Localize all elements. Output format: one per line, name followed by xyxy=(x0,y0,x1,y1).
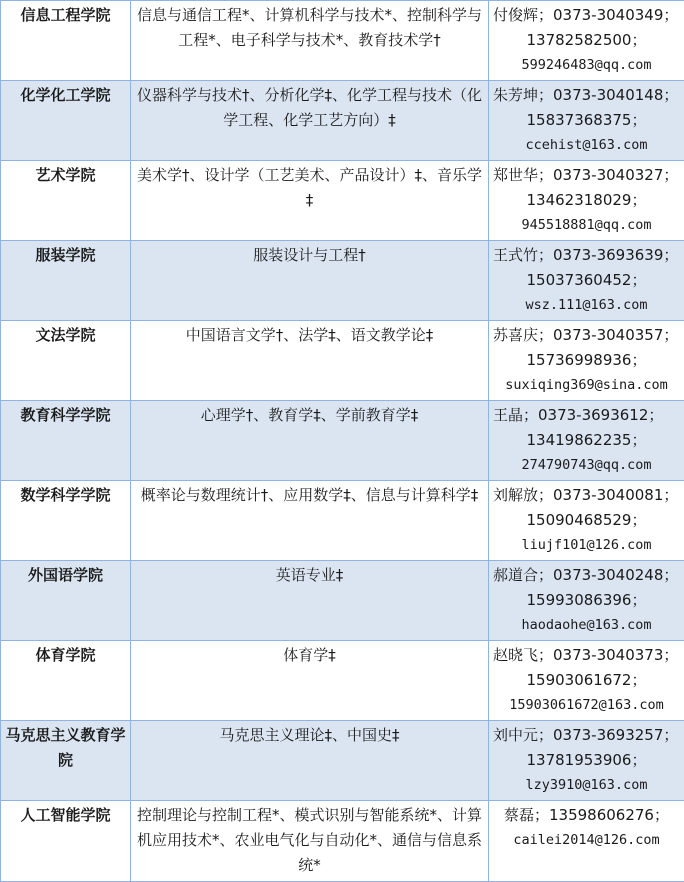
contact-mobile: 15037360452； xyxy=(493,268,680,293)
contact-name-phone: 付俊辉；0373-3040349； xyxy=(493,3,680,28)
contact-cell xyxy=(489,241,684,321)
college-name: 化学化工学院 xyxy=(1,81,131,161)
college-name: 数学科学学院 xyxy=(1,481,131,561)
table-row xyxy=(1,321,684,401)
contact-cell xyxy=(489,561,684,641)
contact-cell xyxy=(489,641,684,721)
college-name: 马克思主义教育学院 xyxy=(1,721,131,801)
college-name: 外国语学院 xyxy=(1,561,131,641)
table-row xyxy=(1,241,684,321)
majors-list: 美术学†、设计学（工艺美术、产品设计）‡、音乐学‡ xyxy=(131,161,489,241)
majors-list: 服装设计与工程† xyxy=(131,241,489,321)
majors-list: 概率论与数理统计†、应用数学‡、信息与计算科学‡ xyxy=(131,481,489,561)
college-name: 体育学院 xyxy=(1,641,131,721)
contact-mobile: 13462318029； xyxy=(493,188,680,213)
contact-mobile: 15736998936； xyxy=(493,348,680,373)
college-name: 人工智能学院 xyxy=(1,801,131,882)
contact-mobile: 15903061672； xyxy=(493,668,680,693)
contact-email: ccehist@163.com xyxy=(493,133,680,158)
contact-email: 274790743@qq.com xyxy=(493,453,680,478)
contact-mobile: 15993086396； xyxy=(493,588,680,613)
majors-list: 仪器科学与技术†、分析化学‡、化学工程与技术（化学工程、化学工艺方向）‡ xyxy=(131,81,489,161)
contact-name-phone: 王式竹；0373-3693639； xyxy=(493,243,680,268)
table-row xyxy=(1,561,684,641)
contact-cell xyxy=(489,721,684,801)
contact-name-phone: 赵晓飞；0373-3040373； xyxy=(493,643,680,668)
contact-name-phone: 苏喜庆；0373-3040357； xyxy=(493,323,680,348)
contact-mobile: 13781953906； xyxy=(493,748,680,773)
majors-list: 信息与通信工程*、计算机科学与技术*、控制科学与工程*、电子科学与技术*、教育技术学† xyxy=(131,1,489,81)
contact-cell xyxy=(489,321,684,401)
contact-email: suxiqing369@sina.com xyxy=(493,373,680,398)
table-row xyxy=(1,1,684,81)
contact-cell xyxy=(489,481,684,561)
contact-email: wsz.111@163.com xyxy=(493,293,680,318)
table-row xyxy=(1,721,684,801)
contact-cell xyxy=(489,1,684,81)
contact-name-phone: 郝道合；0373-3040248； xyxy=(493,563,680,588)
contact-cell xyxy=(489,801,684,882)
college-name: 信息工程学院 xyxy=(1,1,131,81)
contact-name-phone: 刘中元；0373-3693257； xyxy=(493,723,680,748)
contact-email: 15903061672@163.com xyxy=(493,693,680,718)
contact-email: 599246483@qq.com xyxy=(493,53,680,78)
majors-list: 体育学‡ xyxy=(131,641,489,721)
contact-name-phone: 郑世华；0373-3040327； xyxy=(493,163,680,188)
table-row xyxy=(1,641,684,721)
contact-name-phone: 朱芳坤；0373-3040148； xyxy=(493,83,680,108)
table-row xyxy=(1,801,684,882)
contact-cell xyxy=(489,81,684,161)
contact-mobile: 13419862235； xyxy=(493,428,680,453)
contact-cell xyxy=(489,401,684,481)
contact-email: lzy3910@163.com xyxy=(493,773,680,798)
table-row xyxy=(1,161,684,241)
contact-name-phone: 王晶；0373-3693612； xyxy=(493,403,680,428)
college-name: 文法学院 xyxy=(1,321,131,401)
contact-name-phone: 蔡磊；13598606276； xyxy=(493,803,680,828)
contact-email: 945518881@qq.com xyxy=(493,213,680,238)
table-row xyxy=(1,481,684,561)
college-name: 服装学院 xyxy=(1,241,131,321)
contact-name-phone: 刘解放；0373-3040081； xyxy=(493,483,680,508)
majors-list: 心理学†、教育学‡、学前教育学‡ xyxy=(131,401,489,481)
college-name: 艺术学院 xyxy=(1,161,131,241)
majors-list: 控制理论与控制工程*、模式识别与智能系统*、计算机应用技术*、农业电气化与自动化*、通信与信息系统* xyxy=(131,801,489,882)
majors-list: 英语专业‡ xyxy=(131,561,489,641)
majors-list: 马克思主义理论‡、中国史‡ xyxy=(131,721,489,801)
table-row xyxy=(1,81,684,161)
college-name: 教育科学学院 xyxy=(1,401,131,481)
contact-mobile: 13782582500； xyxy=(493,28,680,53)
contact-email: liujf101@126.com xyxy=(493,533,680,558)
majors-list: 中国语言文学†、法学‡、语文教学论‡ xyxy=(131,321,489,401)
table-row xyxy=(1,401,684,481)
contact-cell xyxy=(489,161,684,241)
contact-email: cailei2014@126.com xyxy=(493,828,680,853)
contact-email: haodaohe@163.com xyxy=(493,613,680,638)
contact-mobile: 15090468529； xyxy=(493,508,680,533)
contact-mobile: 15837368375； xyxy=(493,108,680,133)
